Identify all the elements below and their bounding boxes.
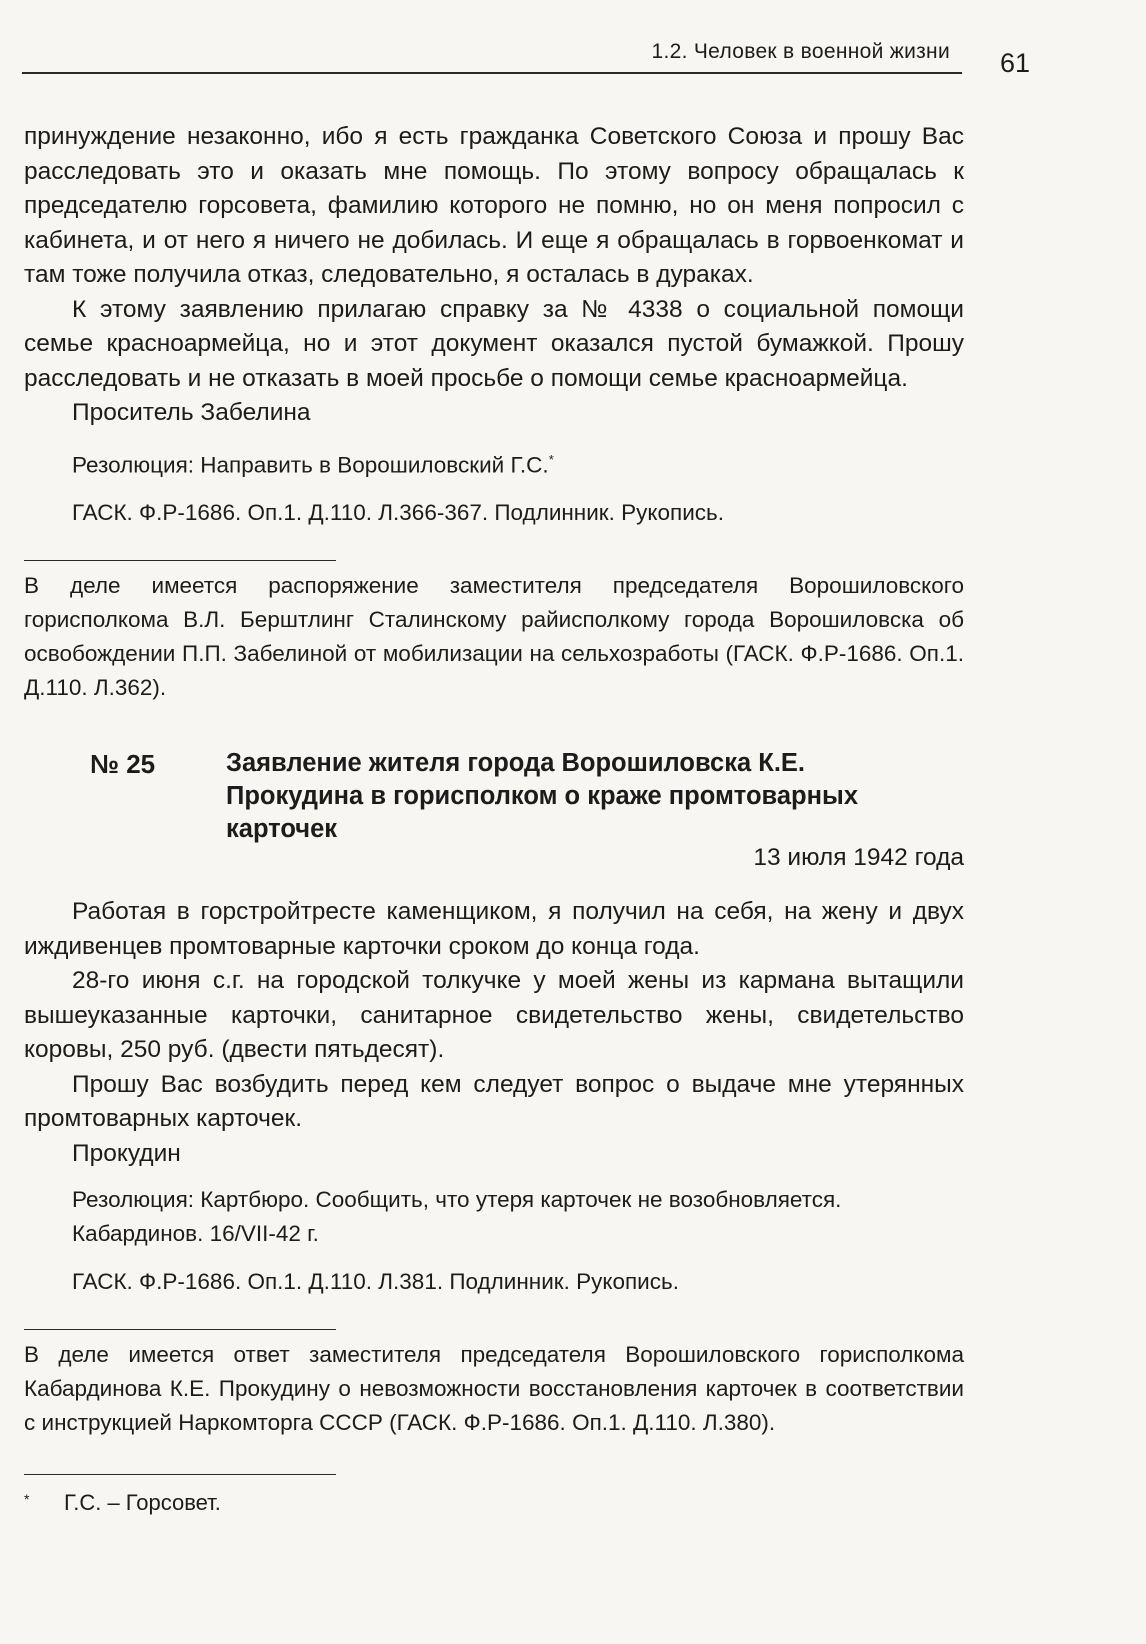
footnote-reference: *	[548, 451, 554, 467]
footnote-divider	[24, 1474, 336, 1475]
doc25-title: Заявление жителя города Ворошиловска К.Е. Прокудина в горисполком о краже промтоварных карточек	[226, 749, 858, 843]
footnote	[24, 1483, 964, 1519]
doc25-signature: Прокудин	[72, 1139, 181, 1167]
page-number: 61	[1000, 48, 1031, 78]
doc24-resolution-text: Резолюция: Направить в Ворошиловский Г.С.	[72, 452, 549, 477]
doc25-heading	[24, 743, 964, 841]
section-title: 1.2. Человек в военной жизни	[651, 40, 950, 63]
footnote-mark: *	[24, 1491, 30, 1507]
doc25-note: В деле имеется ответ заместителя председателя Ворошиловского горисполкома Кабардинова К.Е. Прокудину о невозможности восстановления карточек в соответствии с инструкцией Наркомторга СССР (ГАСК. Ф.Р-1686. Оп.1. Д.110. Л.380).	[24, 1342, 964, 1435]
doc25-number: № 25	[90, 749, 156, 779]
note-divider	[24, 560, 336, 561]
note-divider	[24, 1329, 336, 1330]
doc24-paragraph-1: принуждение незаконно, ибо я есть гражданка Советского Союза и прошу Вас расследовать это и оказать мне помощь. По этому вопросу обращалась к председателю горсовета, фамилию которого не помню, но он меня попросил с кабинета, и от него я ничего не добилась. И еще я обращалась в горвоенкомат и там тоже получила отказ, следовательно, я осталась в дураках.	[24, 123, 964, 288]
doc25-date: 13 июля 1942 года	[753, 844, 964, 871]
doc25-paragraph-2: 28-го июня с.г. на городской толкучке у моей жены из кармана вытащили вышеуказанные карточки, санитарное свидетельство жены, свидетельство коровы, 250 руб. (двести пятьдесят).	[24, 967, 964, 1063]
doc25-paragraph-3: Прошу Вас возбудить перед кем следует вопрос о выдаче мне утерянных промтоварных карточек.	[24, 1070, 964, 1132]
doc25-paragraph-1: Работая в горстройтресте каменщиком, я получил на себя, на жену и двух иждивенцев промтоварные карточки сроком до конца года.	[24, 898, 964, 960]
doc25-resolution: Резолюция: Картбюро. Сообщить, что утеря карточек не возобновляется. Кабардинов. 16/VII-42 г.	[72, 1187, 842, 1246]
doc24-paragraph-2: К этому заявлению прилагаю справку за № 4338 о социальной помощи семье красноармейца, но и этот документ оказался пустой бумажкой. Прошу расследовать и не отказать в моей просьбе о помощи семье красноармейца.	[24, 295, 964, 392]
doc24-note: В деле имеется распоряжение заместителя председателя Ворошиловского горисполкома В.Л. Берштлинг Сталинскому райисполкому города Ворошиловска об освобождении П.П. Забелиной от мобилизации на сельхозработы (ГАСК. Ф.Р-1686. Оп.1. Д.110. Л.362).	[24, 573, 964, 700]
doc24-source: ГАСК. Ф.Р-1686. Оп.1. Д.110. Л.366-367. Подлинник. Рукопись.	[72, 500, 724, 525]
running-header	[22, 36, 962, 74]
doc24-signature: Проситель Забелина	[72, 399, 311, 426]
footnote-text: Г.С. – Горсовет.	[64, 1490, 221, 1515]
doc24-resolution	[72, 443, 964, 483]
doc25-source: ГАСК. Ф.Р-1686. Оп.1. Д.110. Л.381. Подлинник. Рукопись.	[72, 1269, 679, 1294]
page-body	[24, 120, 964, 1519]
